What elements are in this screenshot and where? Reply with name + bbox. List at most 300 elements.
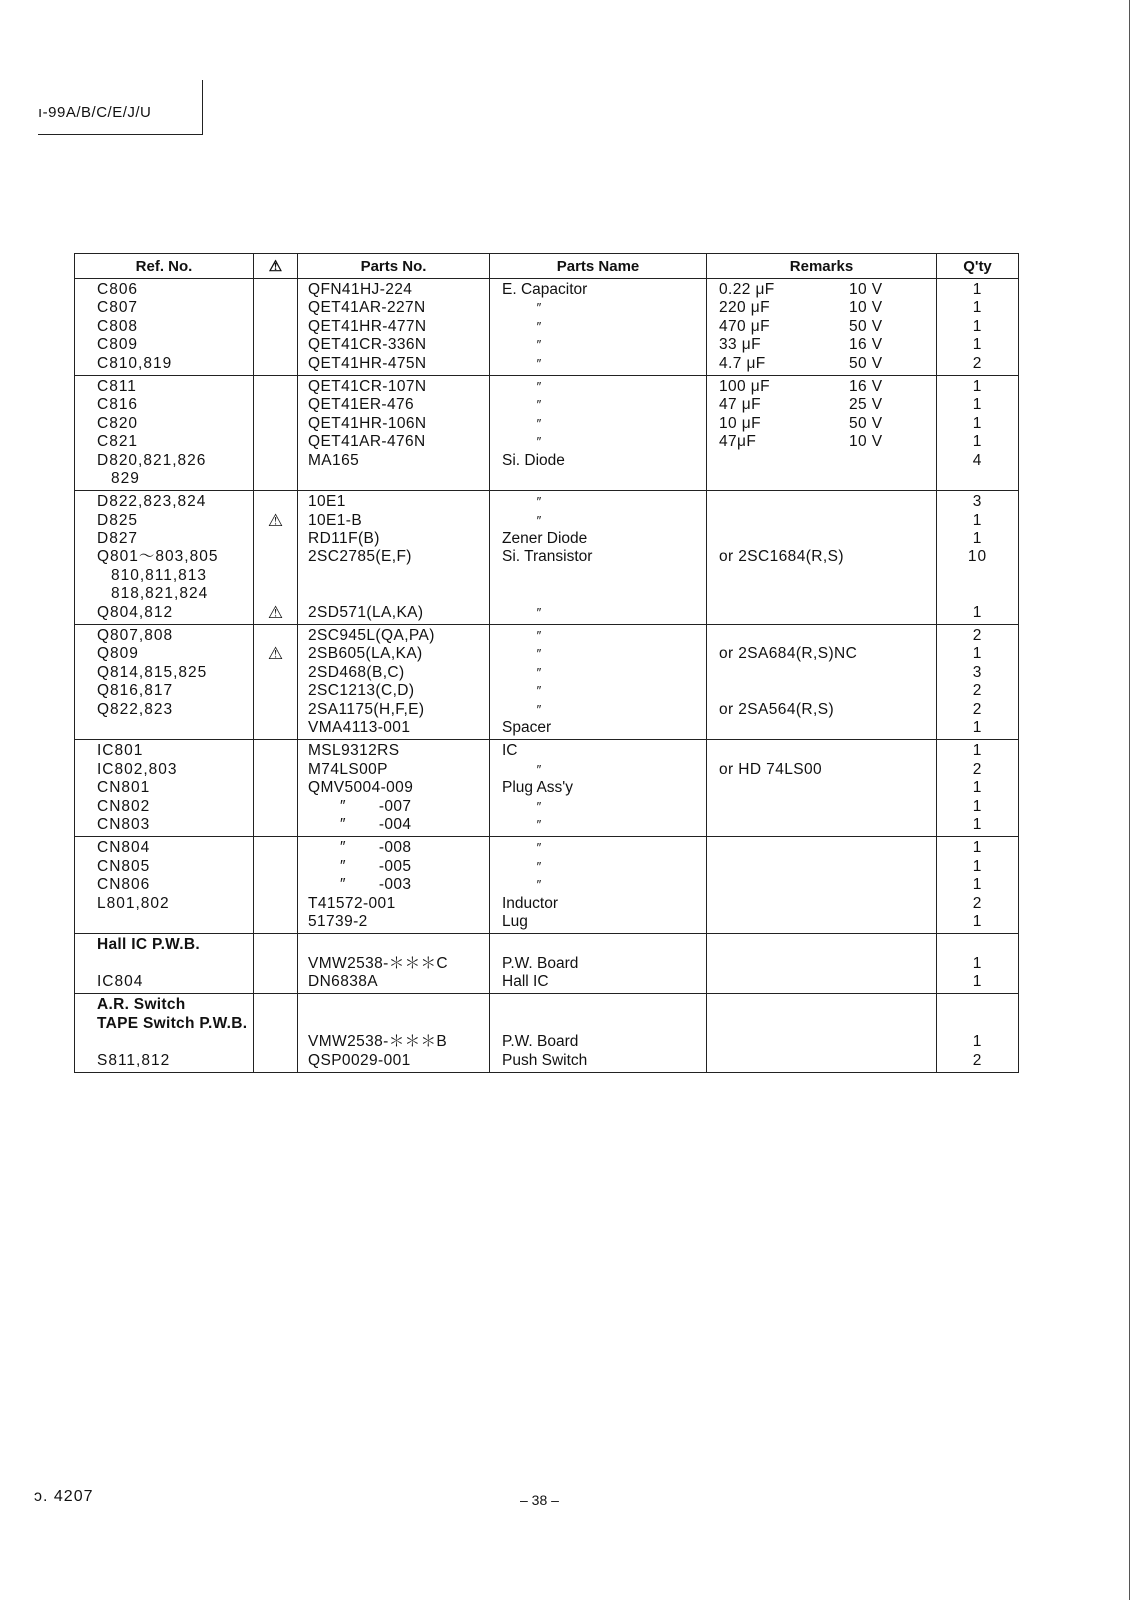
table-row xyxy=(75,375,1019,490)
ref-no: IC804 xyxy=(97,973,144,991)
parts-name-cell xyxy=(490,837,707,934)
part-number xyxy=(298,585,489,603)
ref-no: IC802,803 xyxy=(97,760,178,778)
part-number: QET41HR-475N xyxy=(308,354,427,372)
warning-blank xyxy=(254,973,297,991)
parts-name-cell xyxy=(490,934,707,994)
quantity: 2 xyxy=(972,760,983,778)
part-name: ″ xyxy=(536,628,541,644)
ref-no: S811,812 xyxy=(97,1051,171,1069)
part-name: ″ xyxy=(536,646,541,662)
remark xyxy=(707,452,936,470)
part-number: QET41AR-476N xyxy=(308,433,426,451)
qty-cell xyxy=(937,375,1019,490)
part-name: ″ xyxy=(536,512,541,528)
remark xyxy=(707,415,936,433)
part-number: 10E1 xyxy=(308,493,346,511)
parts-no-cell xyxy=(298,491,490,625)
part-number: QET41CR-336N xyxy=(308,336,427,354)
ref-no xyxy=(75,913,253,931)
remark-value: or 2SA684(R,S)NC xyxy=(719,645,858,663)
parts-no-cell xyxy=(298,375,490,490)
ref-no: Q809 xyxy=(97,645,139,663)
part-number: 2SC1213(C,D) xyxy=(308,682,415,700)
document-number: ɔ. 4207 xyxy=(34,1488,94,1505)
quantity: 2 xyxy=(972,700,983,718)
ref-cell xyxy=(75,375,254,490)
ref-no: C809 xyxy=(97,336,139,354)
warning-blank xyxy=(254,701,297,719)
warning-blank xyxy=(254,567,297,585)
warning-blank xyxy=(254,355,297,373)
part-number xyxy=(298,1015,489,1033)
part-name: Hall IC xyxy=(502,973,549,991)
part-name xyxy=(490,996,706,1014)
part-name: Plug Ass'y xyxy=(502,779,574,797)
warning-blank xyxy=(254,585,297,603)
quantity: 1 xyxy=(972,645,983,663)
remark xyxy=(707,355,936,373)
remark xyxy=(707,512,936,530)
quantity: 1 xyxy=(972,718,983,736)
qty-cell xyxy=(937,994,1019,1073)
ref-no: CN805 xyxy=(97,857,151,875)
quantity: 3 xyxy=(972,663,983,681)
part-name: IC xyxy=(502,742,518,760)
col-ref-no: Ref. No. xyxy=(75,254,254,279)
part-name: ″ xyxy=(536,434,541,450)
quantity: 1 xyxy=(972,912,983,930)
warning-blank xyxy=(254,1033,297,1051)
quantity: 1 xyxy=(972,815,983,833)
part-number: VMA4113-001 xyxy=(308,718,411,736)
ref-no: 829 xyxy=(111,469,140,487)
qty-cell xyxy=(937,934,1019,994)
remark xyxy=(707,604,936,622)
quantity: 1 xyxy=(972,299,983,317)
quantity: 1 xyxy=(972,414,983,432)
part-number: VMW2538-＊＊＊B xyxy=(308,1033,448,1051)
part-name xyxy=(490,470,706,488)
warning-blank xyxy=(254,816,297,834)
part-number: ″ -004 xyxy=(340,815,412,833)
quantity: 1 xyxy=(972,839,983,857)
remarks-cell xyxy=(707,934,937,994)
quantity: 1 xyxy=(972,511,983,529)
part-name: ″ xyxy=(536,355,541,371)
remark xyxy=(707,876,936,894)
quantity: 1 xyxy=(972,857,983,875)
part-number: 51739-2 xyxy=(308,912,368,930)
qty-cell xyxy=(937,740,1019,837)
table-body xyxy=(75,279,1019,1073)
remark xyxy=(707,470,936,488)
part-name: ″ xyxy=(536,337,541,353)
part-name xyxy=(490,567,706,585)
col-warning-icon: ⚠ xyxy=(254,254,298,279)
part-number: T41572-001 xyxy=(308,894,396,912)
part-number: RD11F(B) xyxy=(308,530,380,548)
part-number xyxy=(298,470,489,488)
part-number: 10E1-B xyxy=(308,511,363,529)
part-name: Si. Diode xyxy=(502,451,565,469)
part-name: P.W. Board xyxy=(502,954,579,972)
remark-value: 33 μF xyxy=(719,336,761,354)
ref-cell xyxy=(75,625,254,740)
table-row xyxy=(75,994,1019,1073)
remark-rating: 16 V xyxy=(849,336,883,354)
part-name: ″ xyxy=(536,701,541,717)
ref-no: A.R. Switch xyxy=(97,996,186,1014)
qty-cell xyxy=(937,279,1019,376)
ref-no: Q814,815,825 xyxy=(97,663,208,681)
part-name: ″ xyxy=(536,397,541,413)
remark xyxy=(707,839,936,857)
table-row xyxy=(75,837,1019,934)
remark-rating: 16 V xyxy=(849,377,883,395)
remarks-cell xyxy=(707,837,937,934)
parts-name-cell xyxy=(490,279,707,376)
remark xyxy=(707,895,936,913)
part-name: ″ xyxy=(536,604,541,620)
remark xyxy=(707,548,936,566)
ref-no: Q801～803,805 xyxy=(97,548,219,566)
warning-cell xyxy=(254,740,298,837)
part-name: ″ xyxy=(536,415,541,431)
quantity: 1 xyxy=(972,603,983,621)
remarks-cell xyxy=(707,375,937,490)
part-number: 2SB605(LA,KA) xyxy=(308,645,423,663)
quantity xyxy=(937,470,1018,488)
part-name: ″ xyxy=(536,378,541,394)
remark-rating: 10 V xyxy=(849,299,883,317)
part-number: QSP0029-001 xyxy=(308,1051,411,1069)
warning-cell xyxy=(254,279,298,376)
remark xyxy=(707,281,936,299)
ref-cell xyxy=(75,994,254,1073)
part-name: ″ xyxy=(536,798,541,814)
part-number: ″ -005 xyxy=(340,857,412,875)
quantity: 1 xyxy=(972,336,983,354)
warning-blank xyxy=(254,876,297,894)
warning-blank xyxy=(254,452,297,470)
parts-name-cell xyxy=(490,994,707,1073)
part-number: VMW2538-＊＊＊C xyxy=(308,954,449,972)
warning-blank xyxy=(254,281,297,299)
parts-no-cell xyxy=(298,279,490,376)
remark xyxy=(707,996,936,1014)
quantity: 2 xyxy=(972,1051,983,1069)
quantity: 1 xyxy=(972,797,983,815)
table-header-row xyxy=(75,254,1019,279)
warning-cell xyxy=(254,837,298,934)
remark xyxy=(707,936,936,954)
remarks-cell xyxy=(707,994,937,1073)
table-row xyxy=(75,740,1019,837)
remark-value: 4.7 μF xyxy=(719,354,766,372)
qty-cell xyxy=(937,837,1019,934)
remark xyxy=(707,585,936,603)
part-name: Push Switch xyxy=(502,1051,588,1069)
remark-value: 0.22 μF xyxy=(719,281,775,298)
page-number: – 38 – xyxy=(520,1492,559,1508)
quantity: 1 xyxy=(972,433,983,451)
warning-triangle-icon: ⚠ xyxy=(267,645,284,664)
parts-name-cell xyxy=(490,491,707,625)
warning-blank xyxy=(254,396,297,414)
part-number xyxy=(298,567,489,585)
remark-rating: 10 V xyxy=(849,281,883,298)
quantity: 2 xyxy=(972,627,983,645)
warning-blank xyxy=(254,627,297,645)
part-name xyxy=(490,585,706,603)
warning-blank xyxy=(254,299,297,317)
remark xyxy=(707,378,936,396)
quantity: 4 xyxy=(972,451,983,469)
part-number: 2SC2785(E,F) xyxy=(308,548,412,566)
ref-cell xyxy=(75,740,254,837)
part-name xyxy=(490,1015,706,1033)
remark xyxy=(707,742,936,760)
ref-no: C811 xyxy=(97,377,137,395)
warning-blank xyxy=(254,839,297,857)
warning-blank xyxy=(254,779,297,797)
warning-blank xyxy=(254,936,297,954)
remark xyxy=(707,493,936,511)
quantity xyxy=(937,567,1018,585)
ref-no: CN804 xyxy=(97,839,151,857)
remarks-cell xyxy=(707,491,937,625)
part-number: QET41HR-106N xyxy=(308,414,427,432)
ref-no: Q822,823 xyxy=(97,700,174,718)
part-number xyxy=(298,936,489,954)
ref-no: D825 xyxy=(97,511,139,529)
part-name xyxy=(490,936,706,954)
part-number: MA165 xyxy=(308,451,360,469)
ref-no: C808 xyxy=(97,317,139,335)
quantity xyxy=(937,585,1018,603)
part-name: Si. Transistor xyxy=(502,548,593,566)
part-name: ″ xyxy=(536,318,541,334)
part-name: ″ xyxy=(536,840,541,856)
warning-blank xyxy=(254,415,297,433)
part-number: ″ -008 xyxy=(340,839,412,857)
ref-no xyxy=(75,1033,253,1051)
remark xyxy=(707,318,936,336)
warning-cell xyxy=(254,375,298,490)
remark xyxy=(707,973,936,991)
part-name: Lug xyxy=(502,912,528,930)
remark xyxy=(707,798,936,816)
warning-blank xyxy=(254,530,297,548)
warning-triangle-icon: ⚠ xyxy=(267,603,284,622)
ref-no xyxy=(75,955,253,973)
warning-blank xyxy=(254,761,297,779)
quantity: 1 xyxy=(972,742,983,760)
parts-list-table xyxy=(74,253,1019,1073)
remark xyxy=(707,627,936,645)
ref-cell xyxy=(75,279,254,376)
part-number: ″ -003 xyxy=(340,876,412,894)
ref-no: D827 xyxy=(97,530,139,548)
warning-blank xyxy=(254,493,297,511)
ref-no: D820,821,826 xyxy=(97,451,207,469)
remark xyxy=(707,816,936,834)
part-number: ″ -007 xyxy=(340,797,412,815)
remark xyxy=(707,336,936,354)
remark xyxy=(707,779,936,797)
warning-cell xyxy=(254,625,298,740)
ref-cell xyxy=(75,934,254,994)
ref-no: CN801 xyxy=(97,779,151,797)
parts-no-cell xyxy=(298,837,490,934)
remark-rating: 50 V xyxy=(849,317,883,335)
quantity: 10 xyxy=(967,548,988,566)
remarks-cell xyxy=(707,740,937,837)
warning-blank xyxy=(254,1015,297,1033)
warning-blank xyxy=(254,742,297,760)
remark-value: 220 μF xyxy=(719,299,770,317)
part-name: Spacer xyxy=(502,718,552,736)
remarks-cell xyxy=(707,279,937,376)
remark-rating: 50 V xyxy=(849,414,883,432)
table-row xyxy=(75,491,1019,625)
remark-value: or 2SA564(R,S) xyxy=(719,700,835,718)
model-number: ı-99A/B/C/E/J/U xyxy=(38,104,152,121)
part-name: ″ xyxy=(536,494,541,510)
part-number: 2SC945L(QA,PA) xyxy=(308,627,435,645)
ref-no: C820 xyxy=(97,414,139,432)
remark xyxy=(707,955,936,973)
part-name: Zener Diode xyxy=(502,530,588,548)
part-name: E. Capacitor xyxy=(502,281,588,298)
remark xyxy=(707,567,936,585)
ref-no: IC801 xyxy=(97,742,144,760)
ref-no xyxy=(75,719,253,737)
ref-no: Q807,808 xyxy=(97,627,174,645)
part-number: 2SD571(LA,KA) xyxy=(308,603,424,621)
part-number: QFN41HJ-224 xyxy=(308,281,413,298)
warning-blank xyxy=(254,719,297,737)
remark-value: or 2SC1684(R,S) xyxy=(719,548,844,566)
parts-name-cell xyxy=(490,375,707,490)
ref-no: C821 xyxy=(97,433,139,451)
col-remarks: Remarks xyxy=(707,254,937,279)
part-name: ″ xyxy=(536,664,541,680)
ref-no: C816 xyxy=(97,396,139,414)
remark-rating: 25 V xyxy=(849,396,883,414)
quantity: 1 xyxy=(972,317,983,335)
ref-no: 810,811,813 xyxy=(111,566,208,584)
remark xyxy=(707,645,936,663)
part-name: ″ xyxy=(536,761,541,777)
remark-value: 10 μF xyxy=(719,414,761,432)
quantity: 1 xyxy=(972,281,983,298)
warning-blank xyxy=(254,996,297,1014)
quantity xyxy=(937,1015,1018,1033)
ref-no: C807 xyxy=(97,299,139,317)
remark xyxy=(707,913,936,931)
quantity: 1 xyxy=(972,973,983,991)
remark xyxy=(707,299,936,317)
parts-name-cell xyxy=(490,625,707,740)
part-number: QET41HR-477N xyxy=(308,317,427,335)
parts-no-cell xyxy=(298,740,490,837)
part-name: ″ xyxy=(536,816,541,832)
col-qty: Q'ty xyxy=(937,254,1019,279)
quantity: 1 xyxy=(972,377,983,395)
remark-value: 47 μF xyxy=(719,396,761,414)
remark-value: 47μF xyxy=(719,433,757,451)
part-number: M74LS00P xyxy=(308,760,388,778)
quantity: 1 xyxy=(972,1033,983,1051)
ref-no: 818,821,824 xyxy=(111,585,209,603)
table-row xyxy=(75,625,1019,740)
quantity: 1 xyxy=(972,876,983,894)
parts-no-cell xyxy=(298,994,490,1073)
ref-no: CN806 xyxy=(97,876,151,894)
remarks-cell xyxy=(707,625,937,740)
warning-blank xyxy=(254,913,297,931)
table-row xyxy=(75,934,1019,994)
remark xyxy=(707,433,936,451)
warning-cell xyxy=(254,994,298,1073)
quantity: 1 xyxy=(972,530,983,548)
remark xyxy=(707,682,936,700)
quantity xyxy=(937,996,1018,1014)
remark xyxy=(707,664,936,682)
quantity xyxy=(937,936,1018,954)
warning-blank xyxy=(254,1052,297,1070)
ref-cell xyxy=(75,491,254,625)
ref-no: D822,823,824 xyxy=(97,493,207,511)
quantity: 1 xyxy=(972,396,983,414)
qty-cell xyxy=(937,491,1019,625)
remark-rating: 50 V xyxy=(849,354,883,372)
part-number: QMV5004-009 xyxy=(308,779,414,797)
part-name: P.W. Board xyxy=(502,1033,579,1051)
part-name: ″ xyxy=(536,300,541,316)
remark xyxy=(707,396,936,414)
remark xyxy=(707,530,936,548)
remark-value: 100 μF xyxy=(719,377,770,395)
quantity: 1 xyxy=(972,779,983,797)
part-number: MSL9312RS xyxy=(308,742,400,760)
warning-blank xyxy=(254,682,297,700)
quantity: 2 xyxy=(972,682,983,700)
warning-blank xyxy=(254,378,297,396)
remark xyxy=(707,1033,936,1051)
col-parts-no: Parts No. xyxy=(298,254,490,279)
warning-blank xyxy=(254,470,297,488)
warning-blank xyxy=(254,664,297,682)
ref-no: CN802 xyxy=(97,797,151,815)
table-row xyxy=(75,279,1019,376)
ref-cell xyxy=(75,837,254,934)
remark xyxy=(707,1015,936,1033)
part-number xyxy=(298,996,489,1014)
warning-blank xyxy=(254,336,297,354)
quantity: 3 xyxy=(972,493,983,511)
warning-blank xyxy=(254,548,297,566)
ref-no: CN803 xyxy=(97,815,151,833)
part-number: 2SD468(B,C) xyxy=(308,663,405,681)
remark xyxy=(707,1052,936,1070)
ref-no: L801,802 xyxy=(97,894,170,912)
warning-cell xyxy=(254,934,298,994)
warning-blank xyxy=(254,955,297,973)
warning-blank xyxy=(254,895,297,913)
